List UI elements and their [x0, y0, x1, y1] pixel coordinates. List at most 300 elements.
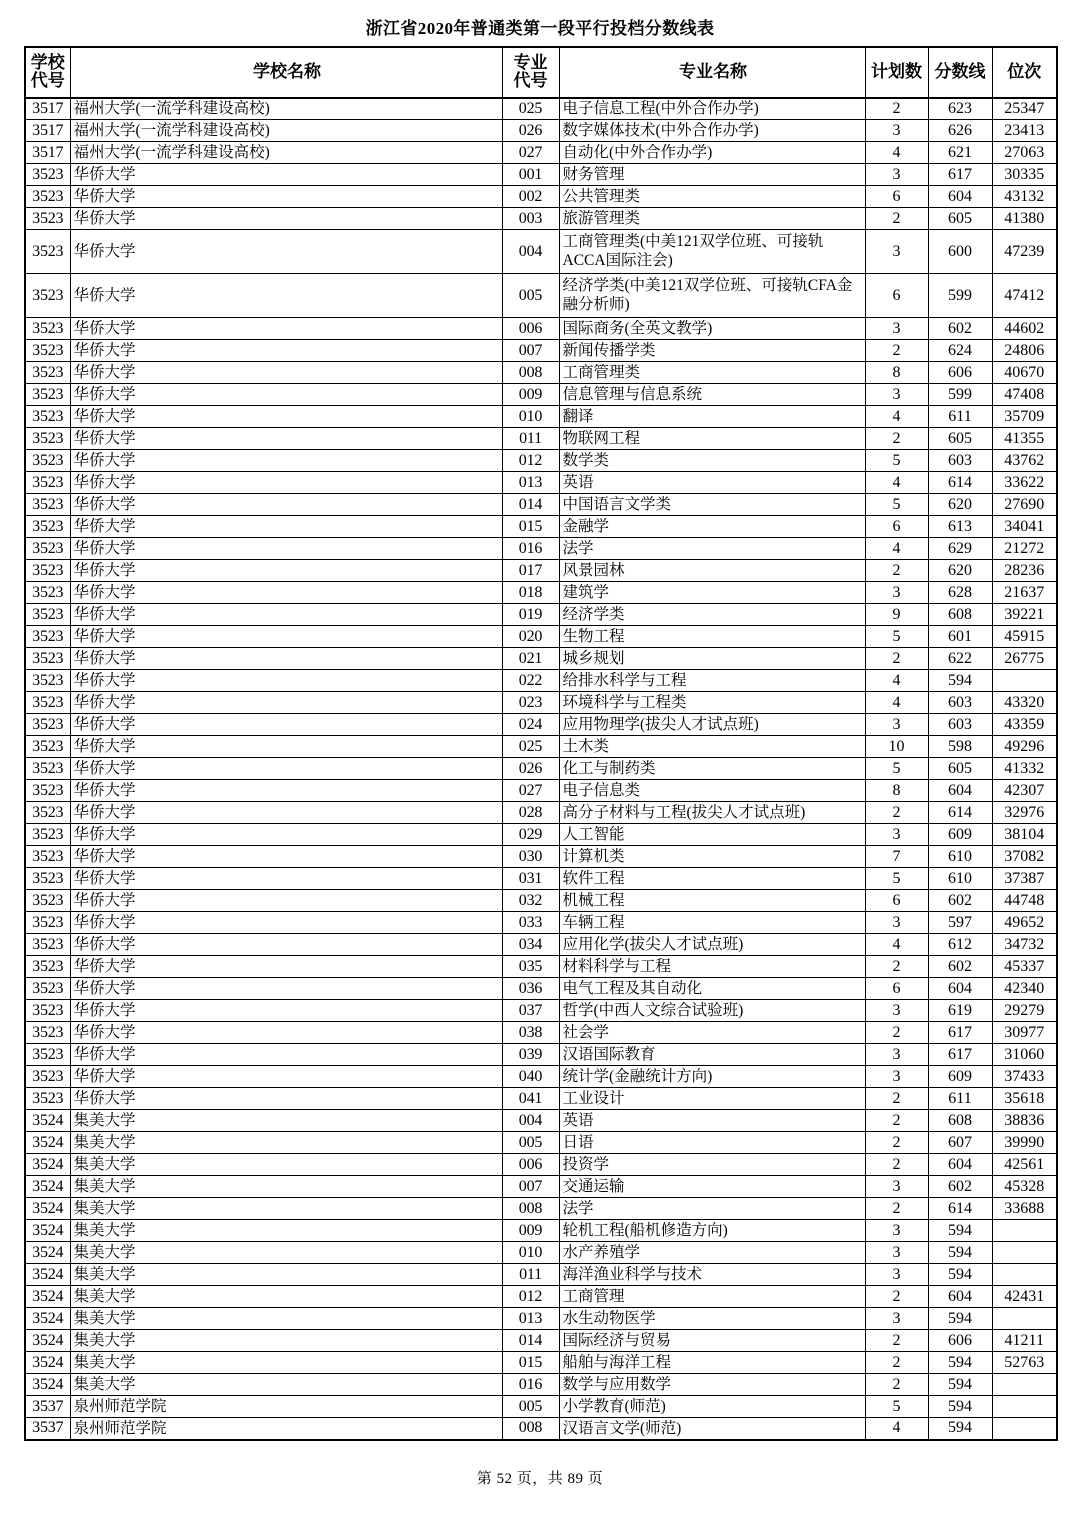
- cell-plan-count: 2: [865, 1022, 928, 1044]
- cell-school-name: 泉州师范学院: [70, 1396, 502, 1418]
- column-header-school-code: [25, 47, 70, 98]
- column-header-school-name: 学校名称: [70, 47, 502, 98]
- table-row: [25, 472, 1057, 494]
- cell-school-code: 3524: [25, 1330, 70, 1352]
- cell-score-line: 609: [928, 1066, 992, 1088]
- cell-rank: 29279: [992, 1000, 1057, 1022]
- cell-score-line: 610: [928, 868, 992, 890]
- cell-rank: 35709: [992, 406, 1057, 428]
- cell-plan-count: 4: [865, 472, 928, 494]
- cell-major-code: 023: [502, 692, 559, 714]
- cell-rank: 37387: [992, 868, 1057, 890]
- cell-rank: 27690: [992, 494, 1057, 516]
- cell-school-name: 华侨大学: [70, 318, 502, 340]
- table-row: [25, 98, 1057, 120]
- cell-school-name: 福州大学(一流学科建设高校): [70, 142, 502, 164]
- cell-major-code: 005: [502, 1132, 559, 1154]
- cell-major-name: 生物工程: [559, 626, 865, 648]
- cell-major-name: 公共管理类: [559, 186, 865, 208]
- cell-school-code: 3523: [25, 516, 70, 538]
- cell-rank: 42431: [992, 1286, 1057, 1308]
- cell-major-name: 机械工程: [559, 890, 865, 912]
- cell-major-code: 028: [502, 802, 559, 824]
- table-row: [25, 692, 1057, 714]
- cell-plan-count: 4: [865, 142, 928, 164]
- table-row: [25, 1088, 1057, 1110]
- cell-school-code: 3523: [25, 1000, 70, 1022]
- table-row: [25, 1330, 1057, 1352]
- cell-rank: 43762: [992, 450, 1057, 472]
- cell-major-code: 001: [502, 164, 559, 186]
- cell-major-name: 自动化(中外合作办学): [559, 142, 865, 164]
- cell-school-name: 华侨大学: [70, 428, 502, 450]
- cell-score-line: 603: [928, 450, 992, 472]
- cell-school-name: 华侨大学: [70, 824, 502, 846]
- cell-score-line: 602: [928, 956, 992, 978]
- cell-school-code: 3524: [25, 1220, 70, 1242]
- cell-major-name: 汉语国际教育: [559, 1044, 865, 1066]
- cell-rank: 43320: [992, 692, 1057, 714]
- cell-major-name: 财务管理: [559, 164, 865, 186]
- cell-school-code: 3524: [25, 1242, 70, 1264]
- cell-score-line: 604: [928, 1154, 992, 1176]
- cell-school-code: 3523: [25, 736, 70, 758]
- cell-major-code: 010: [502, 406, 559, 428]
- cell-major-code: 009: [502, 1220, 559, 1242]
- cell-school-code: 3523: [25, 956, 70, 978]
- cell-major-name: 汉语言文学(师范): [559, 1418, 865, 1440]
- cell-plan-count: 3: [865, 1308, 928, 1330]
- table-row: [25, 934, 1057, 956]
- cell-rank: 42340: [992, 978, 1057, 1000]
- cell-major-code: 011: [502, 1264, 559, 1286]
- cell-major-code: 016: [502, 538, 559, 560]
- cell-school-name: 集美大学: [70, 1110, 502, 1132]
- cell-school-code: 3537: [25, 1396, 70, 1418]
- cell-score-line: 620: [928, 560, 992, 582]
- cell-score-line: 605: [928, 208, 992, 230]
- cell-school-code: 3523: [25, 978, 70, 1000]
- cell-rank: 27063: [992, 142, 1057, 164]
- cell-school-code: 3523: [25, 318, 70, 340]
- cell-major-code: 015: [502, 1352, 559, 1374]
- cell-score-line: 594: [928, 670, 992, 692]
- cell-major-code: 040: [502, 1066, 559, 1088]
- cell-rank: 43132: [992, 186, 1057, 208]
- cell-major-name: 英语: [559, 1110, 865, 1132]
- cell-school-code: 3523: [25, 758, 70, 780]
- cell-school-name: 华侨大学: [70, 1088, 502, 1110]
- cell-rank: 40670: [992, 362, 1057, 384]
- cell-score-line: 617: [928, 164, 992, 186]
- cell-school-name: 华侨大学: [70, 868, 502, 890]
- table-row: [25, 450, 1057, 472]
- cell-school-code: 3524: [25, 1374, 70, 1396]
- cell-school-name: 华侨大学: [70, 1044, 502, 1066]
- cell-major-code: 015: [502, 516, 559, 538]
- cell-school-code: 3523: [25, 626, 70, 648]
- cell-plan-count: 2: [865, 98, 928, 120]
- cell-score-line: 602: [928, 1176, 992, 1198]
- table-row: [25, 1308, 1057, 1330]
- cell-major-code: 035: [502, 956, 559, 978]
- cell-major-code: 008: [502, 1198, 559, 1220]
- table-row: [25, 428, 1057, 450]
- cell-school-name: 华侨大学: [70, 472, 502, 494]
- cell-plan-count: 3: [865, 230, 928, 274]
- cell-school-code: 3524: [25, 1264, 70, 1286]
- cell-score-line: 600: [928, 230, 992, 274]
- cell-major-name: 电子信息工程(中外合作办学): [559, 98, 865, 120]
- school-code-header-line2: 代号: [30, 71, 65, 91]
- cell-plan-count: 6: [865, 274, 928, 318]
- cell-plan-count: 5: [865, 758, 928, 780]
- cell-school-code: 3524: [25, 1154, 70, 1176]
- cell-rank: 47412: [992, 274, 1057, 318]
- cell-score-line: 605: [928, 758, 992, 780]
- cell-rank: 47408: [992, 384, 1057, 406]
- cell-school-name: 集美大学: [70, 1198, 502, 1220]
- table-row: [25, 538, 1057, 560]
- table-row: [25, 186, 1057, 208]
- cell-plan-count: 2: [865, 1132, 928, 1154]
- cell-score-line: 604: [928, 1286, 992, 1308]
- cell-school-name: 福州大学(一流学科建设高校): [70, 98, 502, 120]
- cell-score-line: 605: [928, 428, 992, 450]
- cell-school-code: 3523: [25, 1044, 70, 1066]
- cell-major-code: 014: [502, 1330, 559, 1352]
- cell-major-name: 计算机类: [559, 846, 865, 868]
- cell-plan-count: 8: [865, 780, 928, 802]
- cell-school-name: 华侨大学: [70, 516, 502, 538]
- cell-school-name: 华侨大学: [70, 230, 502, 274]
- column-header-rank: 位次: [992, 47, 1057, 98]
- cell-school-name: 华侨大学: [70, 1022, 502, 1044]
- cell-major-code: 017: [502, 560, 559, 582]
- cell-rank: 33688: [992, 1198, 1057, 1220]
- cell-plan-count: 5: [865, 868, 928, 890]
- cell-school-name: 集美大学: [70, 1242, 502, 1264]
- cell-school-code: 3523: [25, 494, 70, 516]
- cell-school-name: 华侨大学: [70, 406, 502, 428]
- cell-school-name: 华侨大学: [70, 648, 502, 670]
- cell-major-name: 中国语言文学类: [559, 494, 865, 516]
- table-row: [25, 802, 1057, 824]
- cell-major-name: 法学: [559, 538, 865, 560]
- table-row: [25, 1374, 1057, 1396]
- cell-major-name: 人工智能: [559, 824, 865, 846]
- cell-plan-count: 2: [865, 560, 928, 582]
- table-row: [25, 582, 1057, 604]
- cell-plan-count: 2: [865, 956, 928, 978]
- cell-major-name: 土木类: [559, 736, 865, 758]
- cell-major-name: 数学类: [559, 450, 865, 472]
- cell-major-name: 小学教育(师范): [559, 1396, 865, 1418]
- cell-school-code: 3523: [25, 538, 70, 560]
- cell-plan-count: 3: [865, 1242, 928, 1264]
- cell-score-line: 611: [928, 1088, 992, 1110]
- cell-major-code: 024: [502, 714, 559, 736]
- cell-score-line: 601: [928, 626, 992, 648]
- cell-school-name: 集美大学: [70, 1374, 502, 1396]
- cell-plan-count: 6: [865, 516, 928, 538]
- cell-school-code: 3523: [25, 450, 70, 472]
- cell-major-code: 025: [502, 98, 559, 120]
- cell-score-line: 594: [928, 1264, 992, 1286]
- cell-school-code: 3524: [25, 1308, 70, 1330]
- cell-school-name: 华侨大学: [70, 208, 502, 230]
- cell-rank: 25347: [992, 98, 1057, 120]
- cell-major-code: 041: [502, 1088, 559, 1110]
- cell-rank: 41355: [992, 428, 1057, 450]
- cell-plan-count: 5: [865, 494, 928, 516]
- cell-major-name: 应用化学(拔尖人才试点班): [559, 934, 865, 956]
- cell-major-name: 物联网工程: [559, 428, 865, 450]
- cell-rank: 41380: [992, 208, 1057, 230]
- cell-school-name: 集美大学: [70, 1154, 502, 1176]
- cell-score-line: 599: [928, 274, 992, 318]
- cell-plan-count: 3: [865, 912, 928, 934]
- cell-rank: 32976: [992, 802, 1057, 824]
- table-row: [25, 274, 1057, 318]
- cell-school-code: 3517: [25, 98, 70, 120]
- cell-school-name: 华侨大学: [70, 494, 502, 516]
- cell-major-name: 水产养殖学: [559, 1242, 865, 1264]
- cell-plan-count: 8: [865, 362, 928, 384]
- cell-school-name: 华侨大学: [70, 934, 502, 956]
- cell-major-code: 010: [502, 1242, 559, 1264]
- cell-major-code: 004: [502, 230, 559, 274]
- cell-school-code: 3523: [25, 604, 70, 626]
- table-row: [25, 384, 1057, 406]
- cell-major-name: 风景园林: [559, 560, 865, 582]
- table-row: [25, 516, 1057, 538]
- cell-major-name: 电子信息类: [559, 780, 865, 802]
- cell-major-name: 投资学: [559, 1154, 865, 1176]
- cell-major-code: 025: [502, 736, 559, 758]
- cell-major-code: 036: [502, 978, 559, 1000]
- cell-rank: 26775: [992, 648, 1057, 670]
- cell-rank: [992, 1374, 1057, 1396]
- cell-rank: 38104: [992, 824, 1057, 846]
- cell-school-code: 3523: [25, 802, 70, 824]
- table-row: [25, 604, 1057, 626]
- cell-plan-count: 2: [865, 1154, 928, 1176]
- column-header-score-line: 分数线: [928, 47, 992, 98]
- cell-score-line: 594: [928, 1374, 992, 1396]
- cell-plan-count: 6: [865, 890, 928, 912]
- cell-major-code: 022: [502, 670, 559, 692]
- cell-major-name: 法学: [559, 1198, 865, 1220]
- table-row: [25, 406, 1057, 428]
- cell-rank: 44602: [992, 318, 1057, 340]
- table-row: [25, 1176, 1057, 1198]
- cell-school-name: 华侨大学: [70, 802, 502, 824]
- cell-school-name: 华侨大学: [70, 670, 502, 692]
- table-row: [25, 494, 1057, 516]
- table-row: [25, 318, 1057, 340]
- table-row: [25, 736, 1057, 758]
- cell-major-name: 软件工程: [559, 868, 865, 890]
- cell-school-name: 集美大学: [70, 1264, 502, 1286]
- cell-school-code: 3524: [25, 1352, 70, 1374]
- cell-major-code: 007: [502, 1176, 559, 1198]
- cell-plan-count: 2: [865, 1374, 928, 1396]
- cell-score-line: 604: [928, 780, 992, 802]
- cell-rank: 45337: [992, 956, 1057, 978]
- cell-plan-count: 3: [865, 1176, 928, 1198]
- cell-school-name: 集美大学: [70, 1352, 502, 1374]
- cell-rank: 21272: [992, 538, 1057, 560]
- cell-plan-count: 3: [865, 1264, 928, 1286]
- cell-school-name: 华侨大学: [70, 560, 502, 582]
- cell-major-code: 016: [502, 1374, 559, 1396]
- cell-school-code: 3517: [25, 142, 70, 164]
- cell-score-line: 624: [928, 340, 992, 362]
- table-row: [25, 824, 1057, 846]
- cell-school-code: 3524: [25, 1110, 70, 1132]
- cell-rank: 47239: [992, 230, 1057, 274]
- column-header-major-code: [502, 47, 559, 98]
- header-row: [25, 47, 1057, 98]
- table-row: [25, 362, 1057, 384]
- cell-score-line: 602: [928, 318, 992, 340]
- cell-major-code: 012: [502, 1286, 559, 1308]
- table-row: [25, 1396, 1057, 1418]
- cell-major-name: 城乡规划: [559, 648, 865, 670]
- cell-score-line: 604: [928, 186, 992, 208]
- cell-rank: 30977: [992, 1022, 1057, 1044]
- cell-major-name: 船舶与海洋工程: [559, 1352, 865, 1374]
- cell-score-line: 611: [928, 406, 992, 428]
- cell-school-code: 3524: [25, 1176, 70, 1198]
- cell-school-name: 华侨大学: [70, 582, 502, 604]
- table-row: [25, 714, 1057, 736]
- cell-rank: 31060: [992, 1044, 1057, 1066]
- cell-major-code: 033: [502, 912, 559, 934]
- cell-major-code: 039: [502, 1044, 559, 1066]
- cell-major-name: 工商管理类: [559, 362, 865, 384]
- cell-score-line: 599: [928, 384, 992, 406]
- page-footer: 第 52 页，共 89 页: [476, 1470, 604, 1487]
- cell-school-name: 集美大学: [70, 1132, 502, 1154]
- cell-plan-count: 4: [865, 1418, 928, 1440]
- cell-score-line: 619: [928, 1000, 992, 1022]
- table-row: [25, 1066, 1057, 1088]
- table-row: [25, 1286, 1057, 1308]
- cell-school-code: 3523: [25, 1022, 70, 1044]
- cell-major-name: 信息管理与信息系统: [559, 384, 865, 406]
- cell-school-code: 3537: [25, 1418, 70, 1440]
- cell-score-line: 606: [928, 1330, 992, 1352]
- cell-score-line: 621: [928, 142, 992, 164]
- cell-school-name: 华侨大学: [70, 780, 502, 802]
- cell-school-name: 华侨大学: [70, 164, 502, 186]
- cell-major-name: 轮机工程(船机修造方向): [559, 1220, 865, 1242]
- cell-school-name: 集美大学: [70, 1286, 502, 1308]
- cell-rank: 49296: [992, 736, 1057, 758]
- cell-school-name: 集美大学: [70, 1176, 502, 1198]
- cell-school-code: 3524: [25, 1286, 70, 1308]
- cell-school-name: 华侨大学: [70, 274, 502, 318]
- table-row: [25, 120, 1057, 142]
- cell-major-name: 环境科学与工程类: [559, 692, 865, 714]
- cell-rank: 34041: [992, 516, 1057, 538]
- cell-plan-count: 2: [865, 428, 928, 450]
- table-row: [25, 1132, 1057, 1154]
- cell-major-name: 电气工程及其自动化: [559, 978, 865, 1000]
- cell-school-code: 3523: [25, 406, 70, 428]
- cell-school-name: 华侨大学: [70, 758, 502, 780]
- cell-major-name: 社会学: [559, 1022, 865, 1044]
- cell-school-code: 3523: [25, 714, 70, 736]
- cell-score-line: 608: [928, 1110, 992, 1132]
- cell-plan-count: 4: [865, 692, 928, 714]
- cell-school-name: 华侨大学: [70, 978, 502, 1000]
- cell-score-line: 594: [928, 1352, 992, 1374]
- cell-plan-count: 3: [865, 120, 928, 142]
- column-header-major-name: 专业名称: [559, 47, 865, 98]
- cell-score-line: 594: [928, 1242, 992, 1264]
- cell-major-name: 经济学类: [559, 604, 865, 626]
- cell-school-code: 3523: [25, 934, 70, 956]
- cell-score-line: 617: [928, 1022, 992, 1044]
- cell-major-name: 车辆工程: [559, 912, 865, 934]
- cell-major-name: 经济学类(中美121双学位班、可接轨CFA金融分析师): [559, 274, 865, 318]
- cell-rank: 45328: [992, 1176, 1057, 1198]
- cell-rank: 41211: [992, 1330, 1057, 1352]
- cell-score-line: 613: [928, 516, 992, 538]
- cell-plan-count: 4: [865, 934, 928, 956]
- cell-school-name: 集美大学: [70, 1308, 502, 1330]
- school-code-header-line1: 学校: [30, 53, 65, 73]
- cell-school-code: 3523: [25, 890, 70, 912]
- cell-score-line: 629: [928, 538, 992, 560]
- cell-major-name: 工商管理类(中美121双学位班、可接轨ACCA国际注会): [559, 230, 865, 274]
- table-row: [25, 230, 1057, 274]
- cell-school-code: 3523: [25, 428, 70, 450]
- table-container: [0, 46, 1080, 1441]
- cell-school-code: 3523: [25, 384, 70, 406]
- cell-plan-count: 2: [865, 1352, 928, 1374]
- cell-school-name: 华侨大学: [70, 1000, 502, 1022]
- cell-school-code: 3523: [25, 780, 70, 802]
- cell-school-name: 华侨大学: [70, 912, 502, 934]
- cell-major-code: 037: [502, 1000, 559, 1022]
- cell-major-code: 020: [502, 626, 559, 648]
- cell-score-line: 614: [928, 802, 992, 824]
- cell-school-name: 华侨大学: [70, 362, 502, 384]
- table-row: [25, 1418, 1057, 1440]
- cell-rank: 41332: [992, 758, 1057, 780]
- cell-plan-count: 3: [865, 164, 928, 186]
- table-row: [25, 164, 1057, 186]
- cell-school-code: 3523: [25, 912, 70, 934]
- cell-school-name: 华侨大学: [70, 604, 502, 626]
- cell-plan-count: 3: [865, 714, 928, 736]
- cell-rank: [992, 1220, 1057, 1242]
- cell-school-name: 华侨大学: [70, 538, 502, 560]
- cell-school-code: 3523: [25, 1066, 70, 1088]
- cell-rank: [992, 1396, 1057, 1418]
- table-row: [25, 1220, 1057, 1242]
- cell-school-code: 3523: [25, 186, 70, 208]
- cell-school-name: 华侨大学: [70, 450, 502, 472]
- cell-school-code: 3523: [25, 362, 70, 384]
- cell-score-line: 602: [928, 890, 992, 912]
- cell-rank: 21637: [992, 582, 1057, 604]
- cell-score-line: 612: [928, 934, 992, 956]
